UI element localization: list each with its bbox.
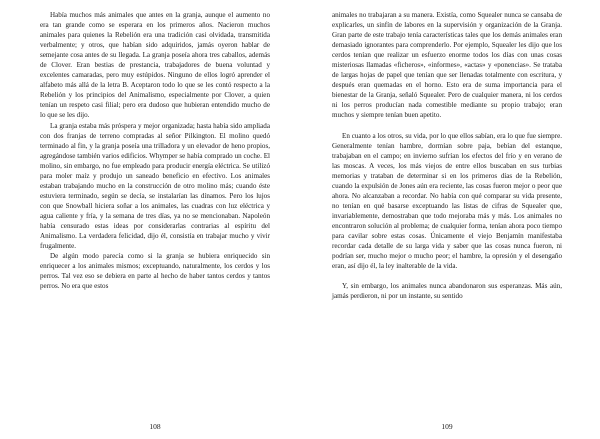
page-number: 108 xyxy=(149,422,161,431)
paragraph: La granja estaba más próspera y mejor organizada; hasta había sido ampliada con dos franjas de terreno compradas al señor Pilkington. El molino quedó terminado al fin, y la granja poseía una trilladora y un elevador de heno propios, agregándose también varios edificios. Whymper se había comprado un coche. El molino, sin embargo, no fue empleado para producir energía eléctrica. Se utilizó para moler maíz y produjo un saneado beneficio en efectivo. Los animales estaban trabajando mucho en la construcción de otro molino más; cuando éste estuviera terminado, según se decía, se instalarían las dínamos. Pero los lujos con que Snowball hiciera soñar a los animales, las cuadras con luz eléctrica y agua caliente y fría, y la semana de tres días, ya no se mencionaban. Napoleón había censurado estas ideas por considerarlas contrarias al espíritu del Animalismo. La verdadera felicidad, dijo él, consistía en trabajar mucho y vivir frugalmente. xyxy=(40,121,270,251)
right-page-body xyxy=(332,10,562,301)
paragraph: De algún modo parecía como si la granja se hubiera enriquecido sin enriquecer a los animales mismos; exceptuando, naturalmente, los cerdos y los perros. Tal vez eso se debiera en parte al hecho de haber tantos cerdos y tantos perros. No era que estos xyxy=(40,252,270,291)
paragraph: Había muchos más animales que antes en la granja, aunque el aumento no era tan grande como se esperara en los primeros años. Nacieron muchos animales para quienes la Rebelión era una tradición casi olvidada, transmitida verbalmente; y otros, que habían sido adquiridos, jamás oyeron hablar de semejante cosa antes de su llegada. La granja poseía ahora tres caballos, además de Clover. Eran bestias de prestancia, trabajadores de buena voluntad y excelentes camaradas, pero muy estúpidos. Ninguno de ellos logró aprender el alfabeto más allá de la letra B. Aceptaron todo lo que se les contó respecto a la Rebelión y los principios del Animalismo, especialmente por Clover, a quien tenían un respeto casi filial; pero era dudoso que hubieran entendido mucho de lo que se les dijo. xyxy=(40,11,270,120)
left-page-body xyxy=(40,10,270,291)
paragraph: animales no trabajaran a su manera. Existía, como Squealer nunca se cansaba de explicarles, un sinfín de labores en la supervisión y organización de la Granja. Gran parte de este trabajo tenía características tales que los demás animales eran demasiado ignorantes para comprenderlo. Por ejemplo, Squealer les dijo que los cerdos tenían que realizar un esfuerzo enorme todos los días con unas cosas misteriosas llamadas «ficheros», «informes», «actas» y «ponencias». Se trataba de largas hojas de papel que tenían que ser llenadas totalmente con escritura, y después eran quemadas en el horno. Esto era de suma importancia para el bienestar de la Granja, señaló Squealer. Pero de cualquier manera, ni los cerdos ni los perros producían nada comestible mediante su propio trabajo; eran muchos y siempre tenían buen apetito. xyxy=(332,11,562,120)
paragraph: En cuanto a los otros, su vida, por lo que ellos sabían, era lo que fue siempre. Generalmente tenían hambre, dormían sobre paja, bebían del estanque, trabajaban en el campo; en invierno sufrían los efectos del frío y en verano de las moscas. A veces, los más viejos de entre ellos buscaban en sus turbias memorias y trataban de determinar si en los primeros días de la Rebelión, cuando la expulsión de Jones aún era reciente, las cosas fueron mejor o peor que ahora. No alcanzaban a recordar. No había con qué comparar su vida presente, no tenían en qué basarse exceptuando las listas de cifras de Squealer que, invariablemente, demostraban que todo mejoraba más y más. Los animales no encontraron solución al problema; de cualquier forma, tenían ahora poco tiempo para cavilar sobre estas cosas. Únicamente el viejo Benjamín manifestaba recordar cada detalle de su larga vida y saber que las cosas nunca fueron, ni podrían ser, mucho mejor o mucho peor; el hambre, la opresión y el desengaño eran, así dijo él, la ley inalterable de la vida. xyxy=(332,131,562,271)
right-page xyxy=(332,10,562,435)
page-number: 109 xyxy=(441,422,453,431)
left-page xyxy=(40,10,270,435)
paragraph: Y, sin embargo, los animales nunca abandonaron sus esperanzas. Más aún, jamás perdieron, ni por un instante, su sentido xyxy=(332,282,562,301)
